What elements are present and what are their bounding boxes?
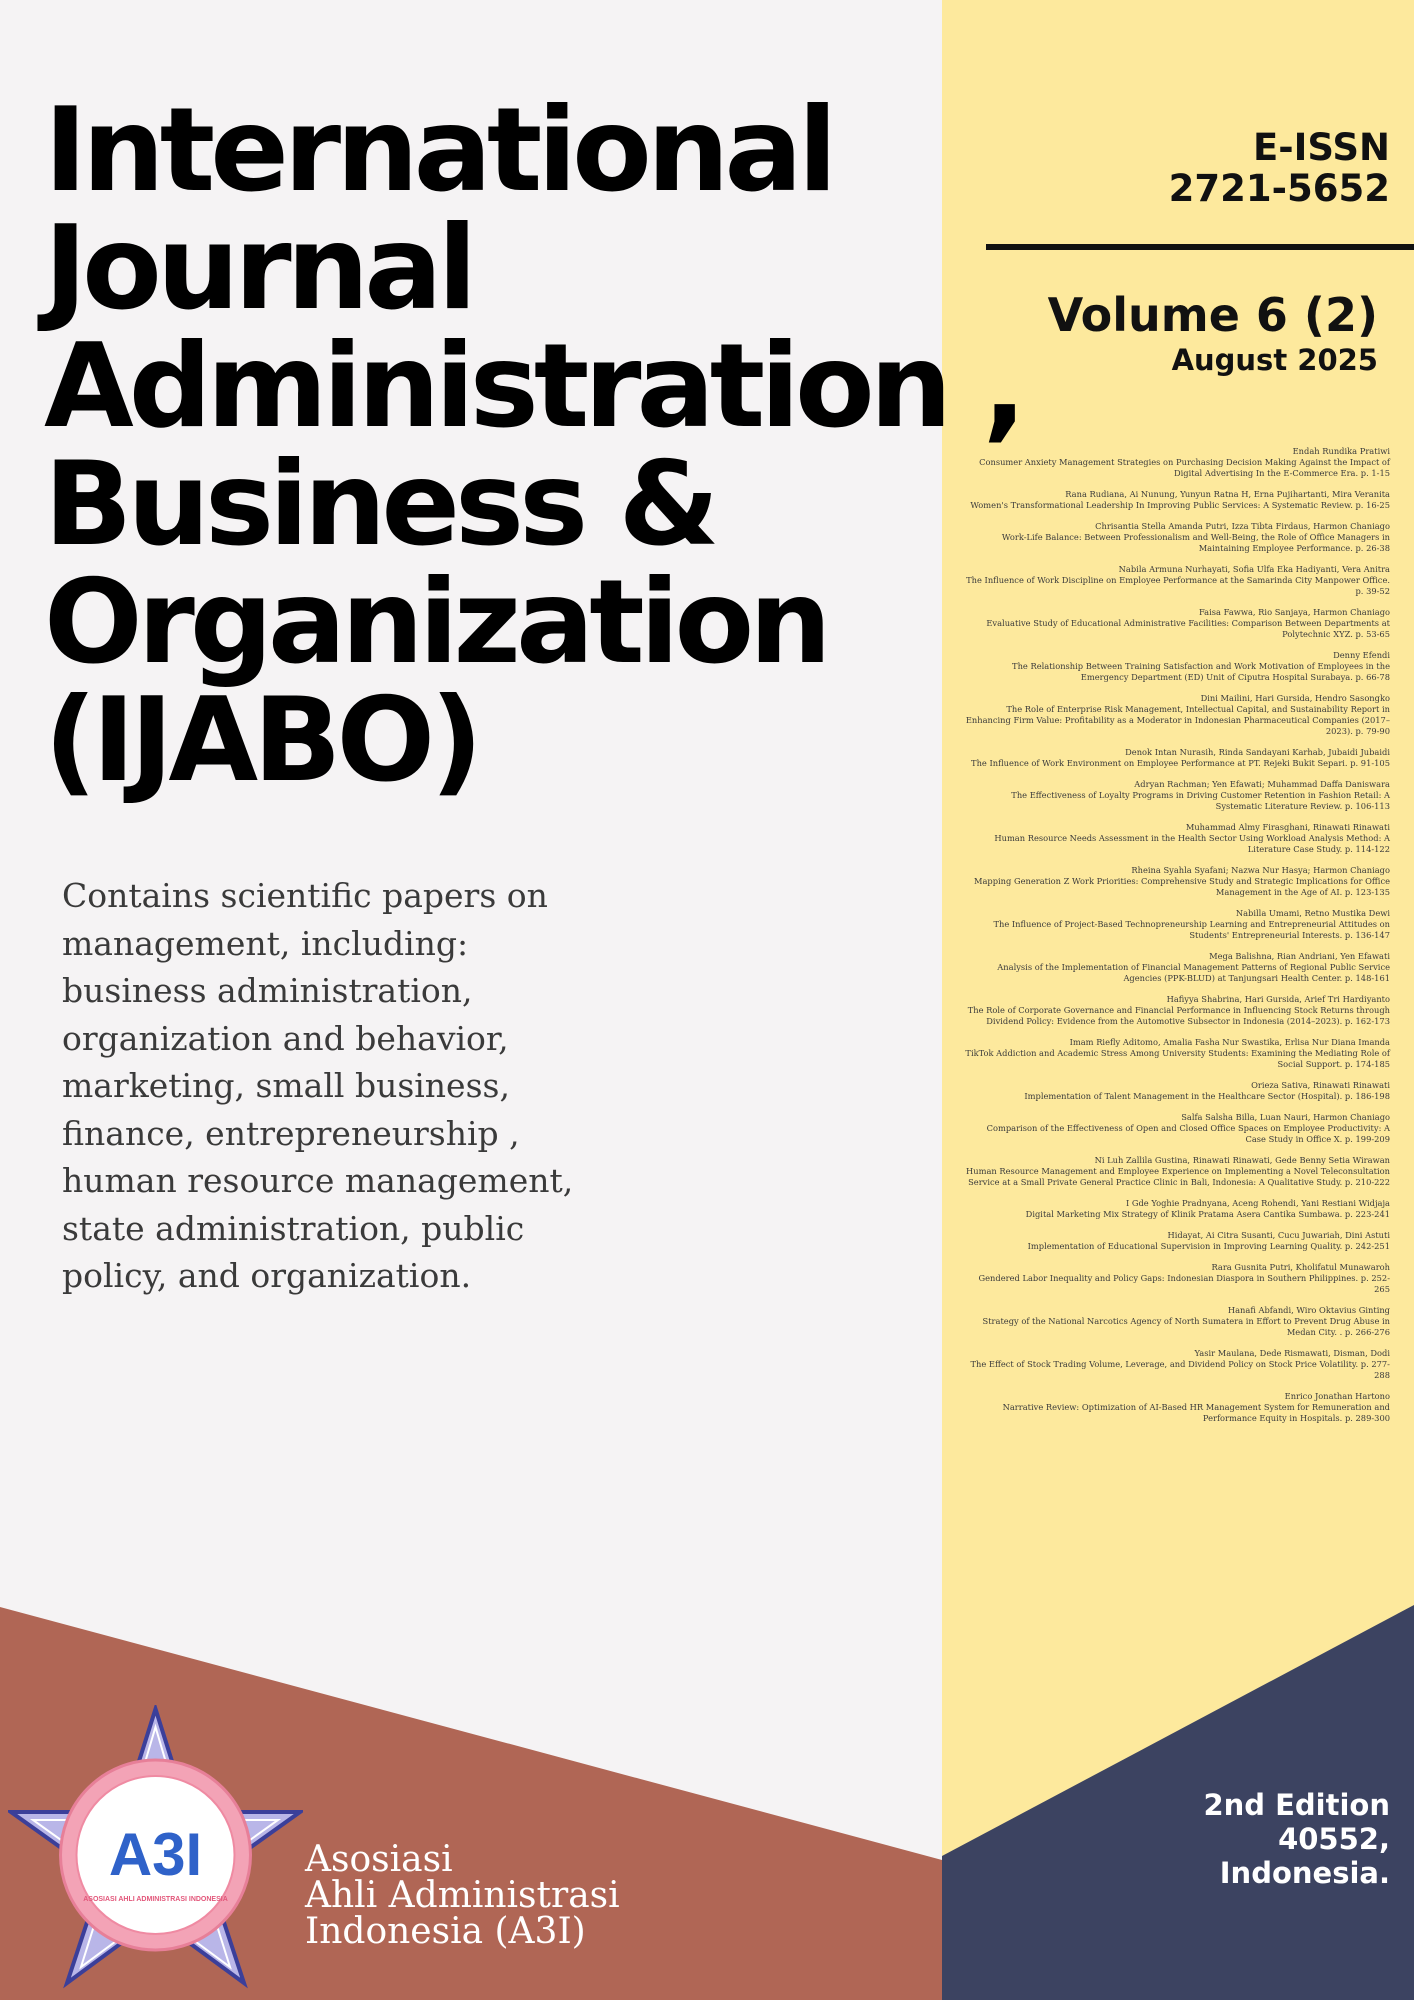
toc-article: The Role of Enterprise Risk Management, Intellectual Capital, and Sustainability Report in Enhancing Firm Value: Profitability as a Moderator in Indonesian Pharmaceutical Companies (2017–2023). p. 79-90 <box>965 704 1390 736</box>
toc-article: Comparison of the Effectiveness of Open and Closed Office Spaces on Employee Productivity: A Case Study in Office X. p. 199-209 <box>986 1123 1390 1144</box>
toc-authors: Mega Balishna, Rian Andriani, Yen Efawati <box>1209 951 1390 961</box>
toc-authors: Imam Riefly Aditomo, Amalia Fasha Nur Swastika, Erlisa Nur Diana Imanda <box>1069 1037 1390 1047</box>
logo-mark: A3I <box>108 1821 203 1888</box>
toc-article: The Effectiveness of Loyalty Programs in Driving Customer Retention in Fashion Retail: A Systematic Literature Review. p. 106-113 <box>1011 790 1390 811</box>
toc-authors: Denok Intan Nurasih, Rinda Sandayani Karhab, Jubaidi Jubaidi <box>1125 747 1390 757</box>
toc-article: Mapping Generation Z Work Priorities: Comprehensive Study and Strategic Implications for Office Management in the Age of AI. p. 123-135 <box>973 876 1390 897</box>
toc-authors: I Gde Yoghie Pradnyana, Aceng Rohendi, Yani Restiani Widjaja <box>1125 1198 1390 1208</box>
toc-authors: Faisa Fawwa, Rio Sanjaya, Harmon Chaniago <box>1198 607 1390 617</box>
toc-article: Human Resource Management and Employee Experience on Implementing a Novel Teleconsultation Service at a Small Private General Practice Clinic in Bali, Indonesia: A Qualitative Study. p. 210-222 <box>966 1166 1390 1187</box>
postal-code: 40552, <box>1278 1822 1390 1856</box>
toc-authors: Endah Rundika Pratiwi <box>1292 446 1390 456</box>
toc-article: The Relationship Between Training Satisfaction and Work Motivation of Employees in the Emergency Department (ED) Unit of Ciputra Hospital Surabaya. p. 66-78 <box>1012 661 1390 682</box>
edition-line: 2nd Edition <box>1203 1788 1390 1822</box>
toc-authors: Rheina Syahla Syafani; Nazwa Nur Hasya; Harmon Chaniago <box>1131 865 1390 875</box>
toc-authors: Rana Rudiana, Ai Nunung, Yunyun Ratna H, Erna Pujihartanti, Mira Veranita <box>1065 489 1390 499</box>
toc-article: Consumer Anxiety Management Strategies on Purchasing Decision Making Against the Impact of Digital Advertising In the E-Commerce Era. p. 1-15 <box>979 457 1390 478</box>
association-line: Ahli Administrasi <box>305 1875 620 1916</box>
toc-authors: Nabilla Umami, Retno Mustika Dewi <box>1235 908 1390 918</box>
toc-article: TikTok Addiction and Academic Stress Among University Students: Examining the Mediating Role of Social Support. p. 174-185 <box>965 1048 1390 1069</box>
toc-authors: Rara Gusnita Putri, Kholifatul Munawaroh <box>1211 1262 1390 1272</box>
toc-article: Evaluative Study of Educational Administrative Facilities: Comparison Between Departments at Polytechnic XYZ. p. 53-65 <box>986 618 1390 639</box>
issn-label: E-ISSN <box>1253 126 1390 169</box>
toc-article: Implementation of Educational Supervision in Improving Learning Quality. p. 242-251 <box>1027 1241 1390 1251</box>
toc-article: Human Resource Needs Assessment in the Health Sector Using Workload Analysis Method: A Literature Case Study. p. 114-122 <box>994 833 1390 854</box>
toc-article: Strategy of the National Narcotics Agency of North Sumatera in Effort to Prevent Drug Abuse in Medan City. . p. 266-276 <box>982 1316 1390 1337</box>
issn-number: 2721-5652 <box>1168 167 1390 210</box>
toc-article: Work-Life Balance: Between Professionalism and Well-Being, the Role of Office Managers in Maintaining Employee Performance. p. 26-38 <box>1001 532 1390 553</box>
toc-article: The Effect of Stock Trading Volume, Leverage, and Dividend Policy on Stock Price Volatility. p. 277-288 <box>970 1359 1390 1380</box>
toc-authors: Hanafi Abfandi, Wiro Oktavius Ginting <box>1227 1305 1390 1315</box>
edition-block <box>1203 1788 1390 1890</box>
toc-article: The Role of Corporate Governance and Financial Performance in Influencing Stock Returns through Dividend Policy: Evidence from the Automotive Subsector in Indonesia (2014–2023). p. 162-173 <box>967 1005 1390 1026</box>
association-line: Indonesia (A3I) <box>305 1911 586 1952</box>
toc-article: The Influence of Project-Based Technopreneurship Learning and Entrepreneurial Attitudes on Students' Entrepreneurial Interests. p. 136-147 <box>993 919 1390 940</box>
toc-authors: Hafiyya Shabrina, Hari Gursida, Arief Tri Hardiyanto <box>1166 994 1390 1004</box>
toc-article: The Influence of Work Environment on Employee Performance at PT. Rejeki Bukit Separi. p. 91-105 <box>971 758 1390 768</box>
toc-article: Gendered Labor Inequality and Policy Gaps: Indonesian Diaspora in Southern Philippines. p. 252-265 <box>978 1273 1390 1294</box>
a3i-logo <box>8 1705 303 1990</box>
toc-authors: Hidayat, Ai Citra Susanti, Cucu Juwariah, Dini Astuti <box>1167 1230 1390 1240</box>
toc-authors: Orieza Sativa, Rinawati Rinawati <box>1251 1080 1390 1090</box>
journal-title: International Journal Administration , Business & Organization (IJABO) <box>44 83 1022 808</box>
toc-authors: Dini Mailini, Hari Gursida, Hendro Sasongko <box>1200 693 1390 703</box>
country: Indonesia. <box>1219 1856 1390 1890</box>
toc-article: Analysis of the Implementation of Financial Management Patterns of Regional Public Service Agencies (PPK-BLUD) at Tanjungsari Health Center. p. 148-161 <box>997 962 1390 983</box>
toc-authors: Adryan Rachman; Yen Efawati; Muhammad Daffa Daniswara <box>1134 779 1390 789</box>
toc-authors: Muhammad Almy Firasghani, Rinawati Rinawati <box>1185 822 1390 832</box>
association-line: Asosiasi <box>305 1839 453 1880</box>
volume-title: Volume 6 (2) <box>1047 288 1378 342</box>
logo-ring-text: ASOSIASI AHLI ADMINISTRASI INDONESIA <box>83 1896 228 1903</box>
association-name <box>305 1839 620 1952</box>
toc-article: Implementation of Talent Management in the Healthcare Sector (Hospital). p. 186-198 <box>1024 1091 1390 1101</box>
toc-article: Women's Transformational Leadership In Improving Public Services: A Systematic Review. p. 16-25 <box>970 500 1390 510</box>
toc-authors: Ni Luh Zallila Gustina, Rinawati Rinawati, Gede Benny Setia Wirawan <box>1094 1155 1390 1165</box>
toc-article: Digital Marketing Mix Strategy of Klinik Pratama Asera Cantika Sumbawa. p. 223-241 <box>1025 1209 1390 1219</box>
toc-authors: Chrisantia Stella Amanda Putri, Izza Tibta Firdaus, Harmon Chaniago <box>1095 521 1390 531</box>
toc-article: The Influence of Work Discipline on Employee Performance at the Samarinda City Manpower Office. p. 39-52 <box>966 575 1390 596</box>
volume-date: August 2025 <box>1171 343 1378 377</box>
toc-article: Narrative Review: Optimization of AI-Based HR Management System for Remuneration and Performance Equity in Hospitals. p. 289-300 <box>1002 1402 1390 1423</box>
toc-authors: Nabila Armuna Nurhayati, Sofia Ulfa Eka Hadiyanti, Vera Anitra <box>1118 564 1390 574</box>
toc-authors: Enrico Jonathan Hartono <box>1284 1391 1390 1401</box>
toc-authors: Salfa Salsha Billa, Luan Nauri, Harmon Chaniago <box>1181 1112 1390 1122</box>
journal-description: Contains scientific papers on management, including: business administration, organization and behavior, marketing, small business, finance, entrepreneurship , human resource management, state administration, public policy, and organization. <box>62 876 574 1295</box>
toc-authors: Denny Efendi <box>1333 650 1390 660</box>
toc-authors: Yasir Maulana, Dede Rismawati, Disman, Dodi <box>1194 1348 1390 1358</box>
